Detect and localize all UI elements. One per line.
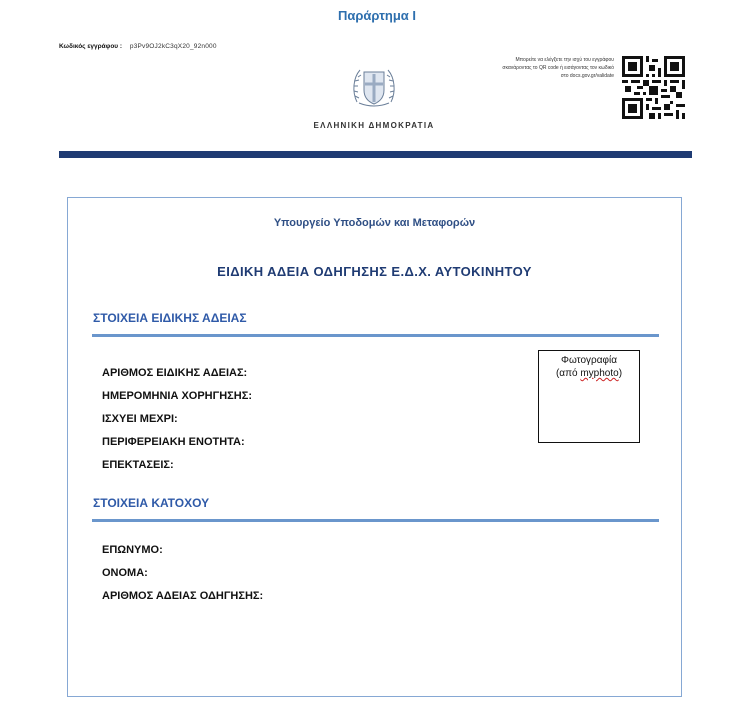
annex-title: Παράρτημα Ι	[337, 8, 416, 23]
document-code-value: p3Pv9OJ2kC3qX20_92n000	[129, 43, 217, 50]
coat-of-arms-icon	[349, 62, 399, 112]
document-code	[59, 43, 217, 50]
photo-title: Φωτογραφία	[561, 355, 617, 366]
permit-title: ΕΙΔΙΚΗ ΑΔΕΙΑ ΟΔΗΓΗΣΗΣ Ε.Δ.Χ. ΑΥΤΟΚΙΝΗΤΟΥ	[217, 264, 532, 279]
holder-details-heading: ΣΤΟΙΧΕΙΑ ΚΑΤΟΧΟΥ	[93, 496, 210, 510]
permit-card	[67, 197, 682, 697]
photo-source-app: myphoto	[580, 368, 619, 379]
verification-line-2: σκανάροντας το QR code ή εισάγοντας τον κωδικό	[502, 65, 614, 71]
field-extensions: ΕΠΕΚΤΑΣΕΙΣ:	[102, 459, 174, 471]
permit-details-rule	[92, 334, 659, 337]
qr-code-icon[interactable]	[622, 56, 685, 119]
field-first-name: ΟΝΟΜΑ:	[102, 567, 148, 579]
photo-source	[539, 367, 639, 380]
ministry-name: Υπουργείο Υποδομών και Μεταφορών	[273, 217, 476, 229]
field-permit-number: ΑΡΙΘΜΟΣ ΕΙΔΙΚΗΣ ΑΔΕΙΑΣ:	[102, 367, 248, 379]
field-issue-date: ΗΜΕΡΟΜΗΝΙΑ ΧΟΡΗΓΗΣΗΣ:	[102, 390, 252, 402]
verification-line-1: Μπορείτε να ελέγξετε την ισχύ του εγγράφου	[515, 57, 614, 63]
field-surname: ΕΠΩΝΥΜΟ:	[102, 544, 163, 556]
header-divider-bar	[59, 151, 692, 158]
photo-source-suffix: )	[618, 368, 623, 379]
holder-details-rule	[92, 519, 659, 522]
field-regional-unit: ΠΕΡΙΦΕΡΕΙΑΚΗ ΕΝΟΤΗΤΑ:	[102, 436, 245, 448]
permit-details-heading: ΣΤΟΙΧΕΙΑ ΕΙΔΙΚΗΣ ΑΔΕΙΑΣ	[93, 311, 247, 325]
document-code-label: Κωδικός εγγράφου :	[59, 43, 123, 50]
photo-placeholder	[538, 350, 640, 443]
field-license-number: ΑΡΙΘΜΟΣ ΑΔΕΙΑΣ ΟΔΗΓΗΣΗΣ:	[102, 590, 264, 602]
photo-source-prefix: (από	[555, 368, 581, 379]
republic-name: ΕΛΛΗΝΙΚΗ ΔΗΜΟΚΡΑΤΙΑ	[313, 121, 435, 130]
field-valid-until: ΙΣΧΥΕΙ ΜΕΧΡΙ:	[102, 413, 178, 425]
verification-line-3: στο docs.gov.gr/validate	[560, 73, 614, 79]
verification-note	[440, 56, 614, 80]
